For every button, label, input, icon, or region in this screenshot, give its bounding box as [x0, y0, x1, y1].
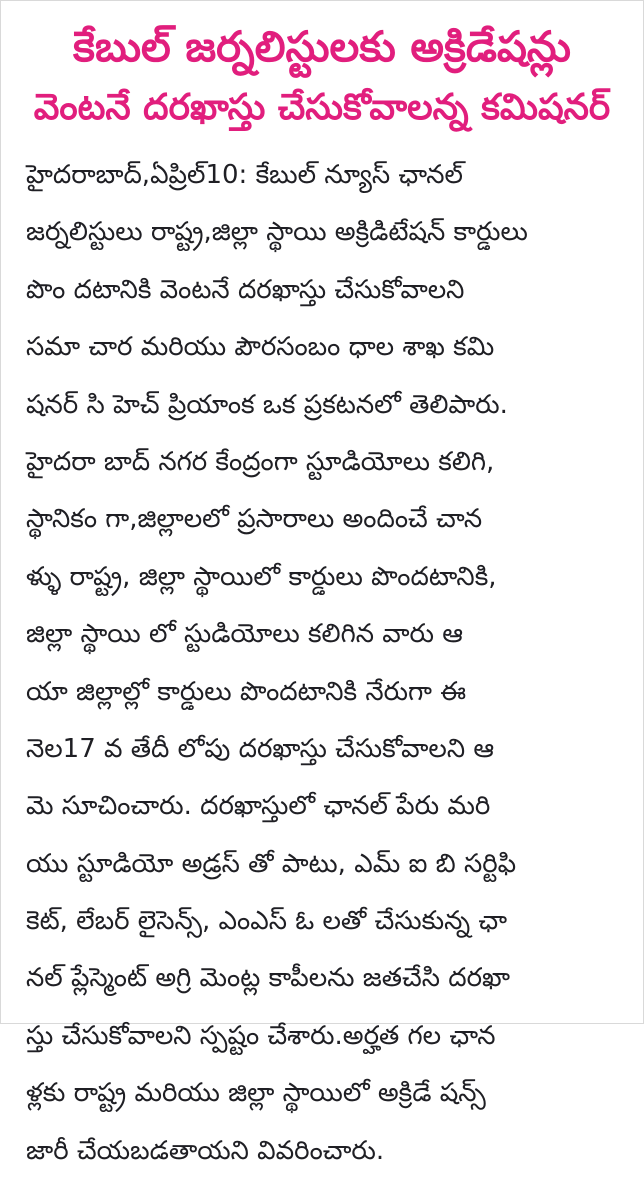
article-line: స్థానికం గా,జిల్లాలలో ప్రసారాలు అందించే చాన — [26, 504, 483, 535]
article-line: మె సూచించారు. దరఖాస్తులో ఛానల్ పేరు మరి — [26, 791, 491, 822]
subheadline: వెంటనే దరఖాస్తు చేసుకోవాలన్న కమిషనర్ — [33, 87, 611, 128]
article-line: షనర్ సి హెచ్ ప్రియాంక ఒక ప్రకటనలో తెలిపారు. — [26, 389, 508, 420]
article-line: నల్ ప్లేస్మెంట్ అగ్రి మెంట్ల కాపీలను జతచేసి దరఖా — [26, 963, 511, 994]
article-line: పొం దటానికి వెంటనే దరఖాస్తు చేసుకోవాలని — [26, 274, 465, 305]
article-line: సమా చార మరియు పౌరసంబం ధాల శాఖ కమి — [26, 332, 495, 363]
article-line: ళ్లకు రాష్ట్ర మరియు జిల్లా స్థాయిలో అక్రిడే షన్స్ — [26, 1078, 486, 1109]
article-line: హైదరాబాద్,ఏప్రిల్10: కేబుల్ న్యూస్ ఛానల్ — [26, 160, 463, 190]
article-line: యా జిల్లాల్లో కార్డులు పొందటానికి నేరుగా ఈ — [26, 676, 467, 707]
article-line: యు స్టూడియో అడ్రస్ తో పాటు, ఎమ్ ఐ బి సర్టిఫి — [26, 848, 517, 879]
article-line: జారీ చేయబడతాయని వివరించారు. — [26, 1135, 385, 1166]
article-line: కెట్, లేబర్ లైసెన్స్, ఎంఎస్ ఓ లతో చేసుకున్న ఛా — [26, 906, 508, 937]
article-line: జిల్లా స్థాయి లో స్టుడియోలు కలిగిన వారు ఆ — [26, 619, 463, 650]
article-body — [26, 147, 625, 1180]
headline: కేబుల్ జర్నలిస్టులకు అక్రిడేషన్లు — [73, 22, 571, 71]
article-line: హైదరా బాద్ నగర కేంద్రంగా స్టూడియోలు కలిగి, — [26, 446, 495, 477]
article-line: నెల17 వ తేదీ లోపు దరఖాస్తు చేసుకోవాలని ఆ — [26, 733, 495, 764]
article-line: ళ్ళు రాష్ట్ర, జిల్లా స్థాయిలో కార్డులు పొందటానికి, — [26, 561, 497, 592]
article-line: స్తు చేసుకోవాలని స్పష్టం చేశారు.అర్హత గల ఛాన — [26, 1020, 496, 1051]
article-line: జర్నలిస్టులు రాష్ట్ర,జిల్లా స్థాయి అక్రిడిటేషన్ కార్డులు — [26, 217, 528, 248]
